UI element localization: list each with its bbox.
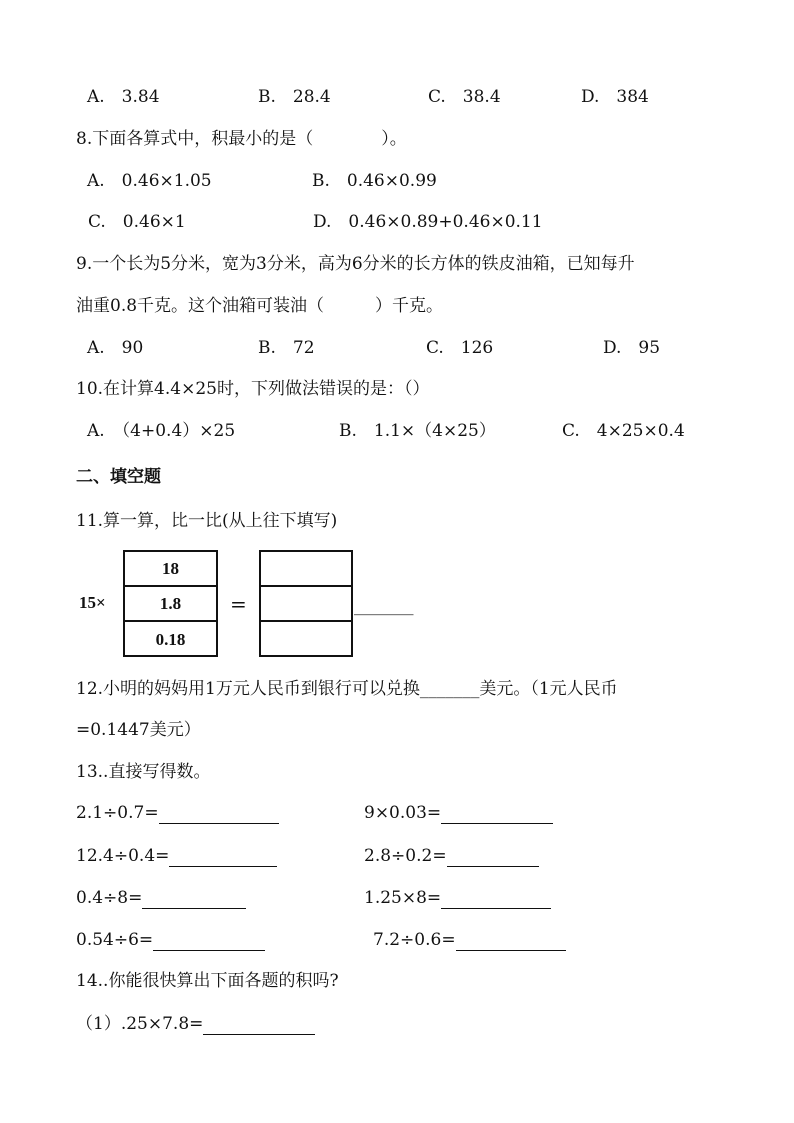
q13-expression: 2.1÷0.7= — [76, 803, 159, 823]
section-heading-fill-in: 二、填空题 — [76, 467, 161, 487]
q13-item — [76, 802, 279, 824]
answer-blank[interactable] — [441, 805, 553, 824]
q13-item — [76, 929, 265, 951]
q10-stem: 10.在计算4.4×25时，下列做法错误的是：（） — [76, 379, 430, 399]
q8-option-a: A. 0.46×1.05 — [87, 171, 212, 191]
q8-option-d: D. 0.46×0.89+0.46×0.11 — [313, 212, 543, 232]
q12-stem-line2: =0.1447美元） — [76, 720, 201, 740]
q13-item — [76, 887, 246, 909]
q7-option-a: A. 3.84 — [87, 87, 160, 107]
q9-stem-line1: 9.一个长为5分米，宽为3分米，高为6分米的长方体的铁皮油箱，已知每升 — [76, 254, 635, 274]
q11-answer-blank[interactable]: _______ — [354, 596, 414, 616]
q11-factor-cell: 18 — [125, 552, 216, 587]
q9-option-c: C. 126 — [426, 338, 494, 358]
q9-stem-line2: 油重0.8千克。这个油箱可装油（ ）千克。 — [76, 296, 444, 316]
q9-option-d: D. 95 — [603, 338, 661, 358]
q9-option-a: A. 90 — [87, 338, 144, 358]
q13-expression: 1.25×8= — [364, 888, 442, 908]
q8-option-b: B. 0.46×0.99 — [312, 171, 437, 191]
q13-expression: 7.2÷0.6= — [373, 930, 456, 950]
answer-blank[interactable] — [456, 932, 566, 951]
q11-answer-cell[interactable] — [261, 587, 351, 622]
answer-blank[interactable] — [153, 932, 265, 951]
q14-stem: 14..你能很快算出下面各题的积吗? — [76, 971, 339, 991]
q9-option-b: B. 72 — [258, 338, 315, 358]
q11-equals-sign: = — [230, 592, 247, 616]
q13-expression: 0.4÷8= — [76, 888, 143, 908]
q14-item — [76, 1013, 315, 1035]
q13-expression: 12.4÷0.4= — [76, 846, 170, 866]
answer-blank[interactable] — [447, 848, 539, 867]
q14-expression: （1）.25×7.8= — [76, 1014, 204, 1034]
q13-expression: 0.54÷6= — [76, 930, 154, 950]
q13-item — [373, 929, 566, 951]
q11-answer-cell[interactable] — [261, 552, 351, 587]
q13-item — [364, 802, 553, 824]
q11-answer-table — [259, 550, 353, 657]
answer-blank[interactable] — [142, 890, 246, 909]
q10-option-c: C. 4×25×0.4 — [562, 421, 685, 441]
q13-item — [76, 845, 277, 867]
q7-option-c: C. 38.4 — [428, 87, 501, 107]
q13-stem: 13..直接写得数。 — [76, 762, 211, 782]
q11-answer-cell[interactable] — [261, 622, 351, 657]
q13-expression: 2.8÷0.2= — [364, 846, 447, 866]
q7-option-b: B. 28.4 — [258, 87, 331, 107]
answer-blank[interactable] — [441, 890, 551, 909]
q11-factor-table — [123, 550, 218, 657]
q13-item — [364, 887, 551, 909]
q11-factor-cell: 0.18 — [155, 629, 186, 649]
q11-factor-cell: 1.8 — [125, 587, 216, 622]
q13-item — [364, 845, 539, 867]
q8-stem: 8.下面各算式中，积最小的是（ ）。 — [76, 129, 407, 149]
q11-stem: 11.算一算，比一比(从上往下填写) — [76, 511, 338, 531]
q12-stem-line1: 12.小明的妈妈用1万元人民币到银行可以兑换_______美元。（1元人民币 — [76, 679, 618, 699]
q10-option-b: B. 1.1×（4×25） — [339, 421, 496, 441]
answer-blank[interactable] — [203, 1016, 315, 1035]
answer-blank[interactable] — [169, 848, 277, 867]
q10-option-a: A. （4+0.4）×25 — [87, 421, 236, 441]
q8-option-c: C. 0.46×1 — [88, 212, 186, 232]
q11-multiplier: 15× — [79, 593, 106, 612]
q13-expression: 9×0.03= — [364, 803, 442, 823]
answer-blank[interactable] — [159, 805, 279, 824]
q7-option-d: D. 384 — [581, 87, 649, 107]
